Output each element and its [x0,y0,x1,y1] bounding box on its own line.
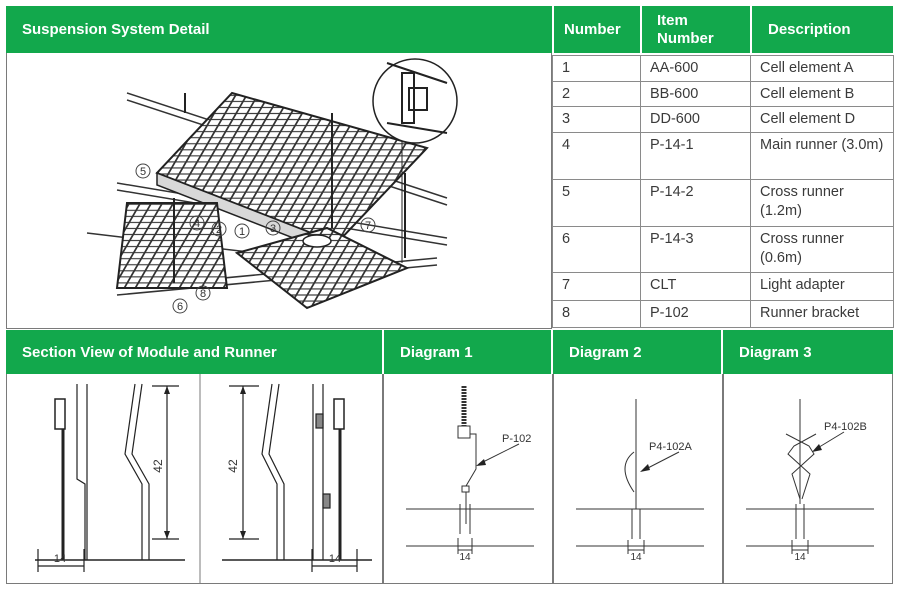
part-number: 4 [553,133,641,180]
col-item-number-header [642,6,750,53]
callout-6: 6 [176,301,184,313]
diagram2-title: Diagram 2 [569,343,642,361]
part-number: 3 [553,107,641,133]
callout-2: 2 [215,224,223,236]
section-view-drawing [7,374,384,584]
part-number: 6 [553,227,641,273]
parts-table [552,55,894,328]
diagram2-header [553,330,721,374]
table-row [553,301,894,328]
callout-8: 8 [199,288,207,300]
section-height-dim-left: 42 [151,459,165,473]
part-description: Cross runner (0.6m) [751,227,894,273]
part-description: Cell element D [751,107,894,133]
light-adapter-icon [303,235,331,247]
col-description-header [752,6,893,53]
part-description: Runner bracket [751,301,894,328]
part-item: BB-600 [641,82,751,107]
table-row [553,227,894,273]
part-number: 2 [553,82,641,107]
part-number: 7 [553,273,641,301]
callout-7: 7 [364,220,372,232]
part-number: 5 [553,180,641,227]
diagram1-title: Diagram 1 [400,343,473,361]
diagram1-label: P-102 [502,433,532,445]
diagram3-label: P4-102B [824,421,867,433]
diagram1-panel [383,374,553,584]
part-number: 8 [553,301,641,328]
suspension-detail-panel [6,53,552,329]
diagram2-width-dim: 14 [630,552,642,563]
diagram3-drawing [724,374,894,584]
part-item: DD-600 [641,107,751,133]
part-number: 1 [553,56,641,82]
part-description: Cross runner (1.2m) [751,180,894,227]
section-view-panel [6,374,383,584]
table-row [553,107,894,133]
section-view-title: Section View of Module and Runner [22,343,277,361]
callout-4: 4 [193,218,201,230]
part-description: Cell element B [751,82,894,107]
part-item: CLT [641,273,751,301]
lower-left-module [117,203,227,288]
part-item: P-14-2 [641,180,751,227]
table-row [553,133,894,180]
callout-3: 3 [269,223,277,235]
part-item: P-14-3 [641,227,751,273]
diagram2-panel [553,374,723,584]
table-row [553,273,894,301]
col-number-header [554,6,640,53]
diagram1-width-dim: 14 [459,552,471,563]
part-description: Main runner (3.0m) [751,133,894,180]
callout-5: 5 [139,166,147,178]
col-description-label: Description [768,21,851,38]
part-description: Cell element A [751,56,894,82]
diagram2-label: P4-102A [649,441,692,453]
callout-1: 1 [238,226,246,238]
col-item-number-label: Item Number [657,11,714,47]
diagram3-title: Diagram 3 [739,343,812,361]
suspension-detail-title: Suspension System Detail [22,21,210,38]
table-row [553,180,894,227]
part-description: Light adapter [751,273,894,301]
table-row [553,56,894,82]
diagram1-header [384,330,551,374]
diagram1-drawing [384,374,554,584]
section-width-dim-right: 14 [328,553,342,565]
suspension-detail-header [6,6,552,53]
part-item: P-102 [641,301,751,328]
part-item: AA-600 [641,56,751,82]
col-number-label: Number [564,21,621,38]
diagram3-header [723,330,893,374]
diagram3-width-dim: 14 [794,552,806,563]
section-height-dim-right: 42 [226,459,240,473]
section-view-header [6,330,382,374]
diagram3-panel [723,374,893,584]
suspension-isometric-drawing [7,53,553,329]
diagram2-drawing [554,374,724,584]
section-width-dim-left: 14 [53,553,67,565]
part-item: P-14-1 [641,133,751,180]
table-row [553,82,894,107]
